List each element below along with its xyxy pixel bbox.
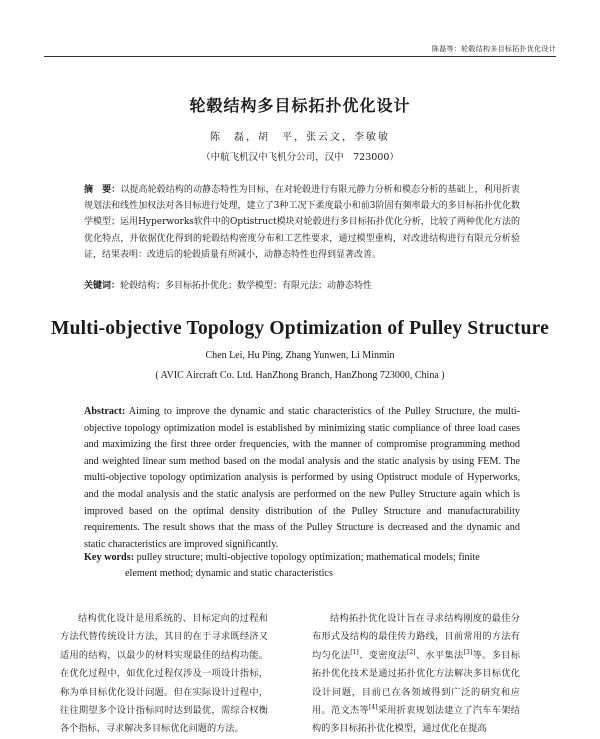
body-text-segment: 、水平集法 (415, 649, 464, 661)
chinese-title: 轮毂结构多目标拓扑优化设计 (189, 96, 411, 115)
english-authors: Chen Lei, Hu Ping, Zhang Yunwen, Li Minmin (205, 350, 395, 361)
chinese-affiliation: （中航飞机汉中飞机分公司，汉中 723000） (201, 152, 399, 163)
body-text-segment: 采用折衷规划法建立了汽车车架结构的多目标拓扑优化模型，通过优化在提高 (312, 705, 520, 735)
chinese-keywords-text: 轮毂结构；多目标拓扑优化；数学模型；有限元法；动静态特性 (120, 281, 373, 291)
english-abstract (84, 404, 520, 553)
header-rule (44, 56, 556, 57)
body-text-segment: 等。多目标拓扑优化技术是通过拓扑优化方法解决多目标优化设计问题，目前已在各领域得到广泛的研究和应用。范文杰等 (312, 649, 521, 717)
chinese-keywords (84, 278, 520, 294)
english-abstract-text: Aiming to improve the dynamic and static characteristics of the Pulley Structure, the multi-objective topology optimization model is established by minimizing static compliance of three load cases and maximizing the first three order frequencies, with the manner of compromise programming method and weighted linear sum method based on the modal analysis and the static analysis by using FEM. The multi-objective topology optimization analysis is performed by using Optistruct module of Hyperworks, and the modal analysis and the static analysis are performed on the new Pulley Structure again which is improved based on the optimal density distribution of the Pulley Structure and manufacturability requirements. The result shows that the mass of the Pulley Structure is decreased and the dynamic and static characteristics are improved significantly. (84, 406, 520, 550)
body-text-segment: 结构拓扑优化设计旨在寻求结构刚度的最佳分布形式及结构的最佳传力路线，目前常用的方法有均匀化法 (312, 613, 520, 661)
chinese-abstract-label: 摘 要： (84, 185, 121, 195)
english-affiliation: ( AVIC Aircraft Co. Ltd. HanZhong Branch, HanZhong 723000, China ) (155, 370, 445, 381)
citation-2: [2] (406, 648, 416, 656)
running-header: 陈磊等：轮毂结构多目标拓扑优化设计 (431, 45, 556, 53)
english-keywords-line2: element method; dynamic and static characteristics (125, 568, 333, 580)
chinese-authors: 陈 磊，胡 平，张云文，李敏敏 (210, 132, 390, 143)
body-right-column (312, 610, 520, 739)
body-left-column: 结构优化设计是用系统的、目标定向的过程和方法代替传统设计方法，其目的在于寻求既经济又适用的结构，以最少的材料实现最佳的结构功能。在优化过程中，如优化过程仅涉及一项设计指标，称为单目标优化设计问题。但在实际设计过程中，往往期望多个设计指标同时达到最优，需综合权衡各个指标，寻求解决多目标优化问题的方法。 (60, 613, 268, 735)
body-text-segment: 、变密度法 (358, 649, 407, 661)
chinese-abstract-text: 以提高轮毂结构的动静态特性为目标，在对轮毂进行有限元静力分析和模态分析的基础上，利用折衷规划法和线性加权法对各目标进行处理，建立了3种工况下柔度最小和前3阶固有频率最大的多目标拓扑优化数学模型；运用Hyperworks软件中的Optistruct模块对轮毂进行多目标拓扑优化分析，比较了两种优化方法的优化特点，并依据优化得到的轮毂结构密度分布和工艺性要求，通过模型重构，对改进结构进行有限元分析验证，结果表明：改进后的轮毂质量有所减小，动静态特性也得到显著改善。 (84, 185, 520, 260)
english-keywords-line1: pulley structure; multi-objective topology optimization; mathematical models; finite (134, 552, 480, 563)
english-keywords-label: Key words: (84, 552, 135, 563)
chinese-abstract (84, 182, 520, 263)
chinese-keywords-label: 关键词： (84, 281, 121, 291)
english-title: Multi-objective Topology Optimization of Pulley Structure (51, 318, 549, 339)
citation-3: [3] (463, 648, 473, 656)
english-keywords (84, 550, 520, 583)
citation-1: [1] (350, 648, 359, 656)
citation-4: [4] (369, 703, 378, 711)
english-abstract-label: Abstract: (84, 406, 126, 417)
